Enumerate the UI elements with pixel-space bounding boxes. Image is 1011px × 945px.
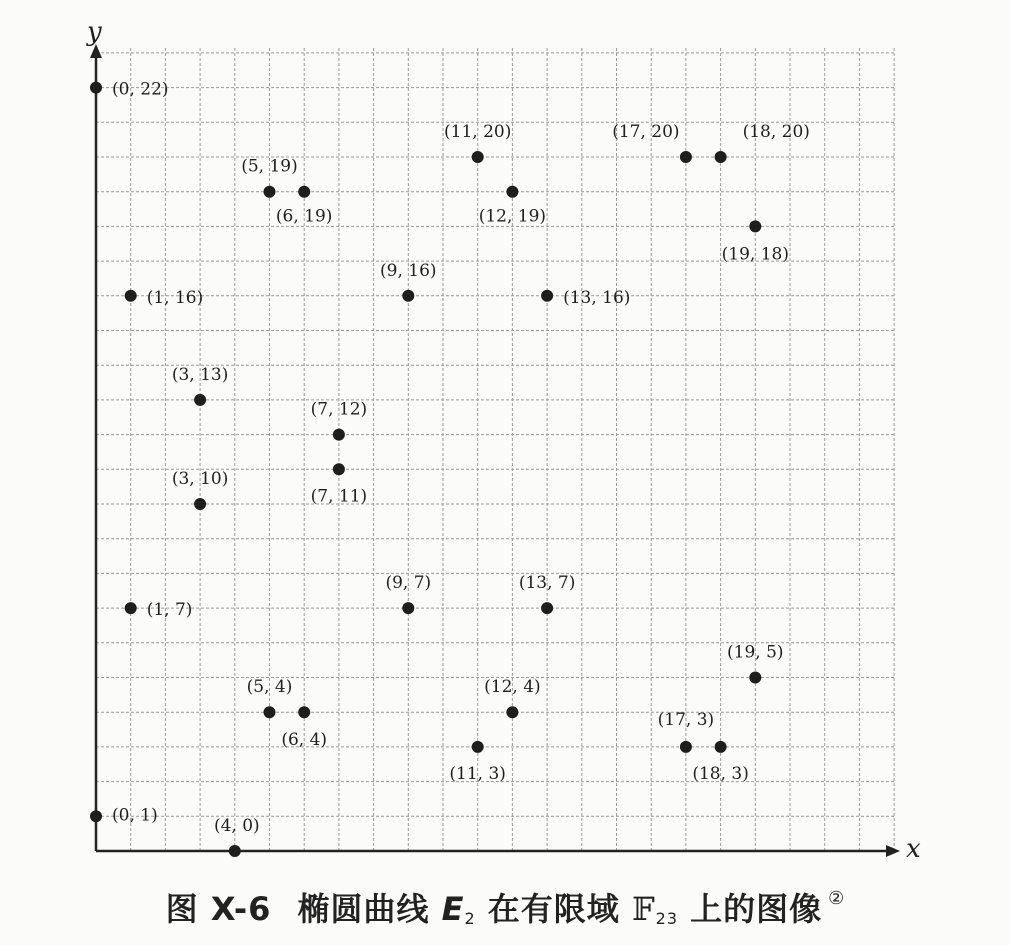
- data-point-label: (5, 19): [241, 156, 298, 177]
- data-point: [472, 151, 484, 163]
- data-point: [264, 186, 276, 198]
- data-point: [749, 220, 761, 232]
- caption-field-symbol: 𝔽: [631, 890, 656, 928]
- data-point-label: (18, 20): [742, 122, 810, 142]
- data-point-label: (6, 4): [281, 730, 328, 751]
- caption-curve-subscript: 2: [464, 909, 476, 928]
- data-point: [402, 602, 414, 614]
- data-point-label: (17, 20): [612, 122, 680, 142]
- data-point-label: (3, 10): [171, 469, 229, 489]
- data-point-label: (9, 16): [380, 260, 437, 281]
- data-point: [541, 290, 553, 302]
- data-point-label: (7, 12): [310, 399, 368, 420]
- data-point: [680, 151, 692, 163]
- data-point: [194, 394, 206, 406]
- figure-caption: [0, 884, 1011, 930]
- data-point: [298, 186, 310, 198]
- data-point: [125, 290, 137, 302]
- data-point: [264, 706, 276, 718]
- data-point-label: (7, 11): [310, 486, 368, 507]
- data-point-label: (13, 7): [518, 573, 576, 594]
- data-points: [90, 80, 810, 857]
- data-point-label: (11, 20): [444, 122, 512, 142]
- x-axis-arrow: [886, 845, 900, 857]
- data-point: [715, 151, 727, 163]
- data-point: [90, 82, 102, 94]
- data-point-label: (4, 0): [213, 816, 260, 836]
- data-point-label: (1, 16): [146, 287, 204, 308]
- data-point: [298, 706, 310, 718]
- axes: [86, 17, 921, 864]
- data-point-label: (6, 19): [275, 206, 333, 227]
- data-point: [749, 672, 761, 684]
- data-point: [506, 706, 518, 718]
- data-point-label: (13, 16): [563, 287, 631, 308]
- data-point: [402, 290, 414, 302]
- data-point-label: (3, 13): [171, 364, 229, 385]
- data-point: [541, 602, 553, 614]
- data-point-label: (12, 4): [484, 677, 541, 698]
- data-point: [125, 602, 137, 614]
- data-point-label: (19, 5): [727, 642, 784, 663]
- data-point-label: (1, 7): [146, 600, 193, 621]
- data-point: [472, 741, 484, 753]
- caption-curve-symbol: E: [441, 890, 465, 928]
- data-point: [715, 741, 727, 753]
- caption-field-subscript: 23: [655, 909, 679, 928]
- data-point: [680, 741, 692, 753]
- data-point: [333, 429, 345, 441]
- data-point: [229, 845, 241, 857]
- data-point-label: (19, 18): [721, 244, 789, 265]
- data-point: [194, 498, 206, 510]
- data-point: [90, 810, 102, 822]
- x-axis-label: x: [906, 834, 921, 864]
- data-point-label: (0, 22): [112, 79, 169, 100]
- data-point-label: (11, 3): [449, 763, 506, 784]
- data-point-label: (9, 7): [385, 573, 432, 594]
- data-point-label: (17, 3): [657, 709, 715, 730]
- caption-text-after: 上的图像: [690, 890, 823, 928]
- caption-text-before: 椭圆曲线: [297, 890, 430, 928]
- caption-footnote-mark: ②: [828, 888, 846, 909]
- caption-text-mid: 在有限域: [487, 890, 620, 928]
- data-point-label: (12, 19): [478, 206, 547, 227]
- data-point: [506, 186, 518, 198]
- y-axis-label: y: [87, 17, 102, 47]
- data-point-label: (5, 4): [246, 677, 293, 698]
- caption-figure-number: 图 X-6: [165, 890, 272, 928]
- grid: [96, 47, 894, 851]
- data-point: [333, 463, 345, 475]
- data-point-label: (0, 1): [112, 805, 158, 826]
- data-point-label: (18, 3): [692, 763, 749, 784]
